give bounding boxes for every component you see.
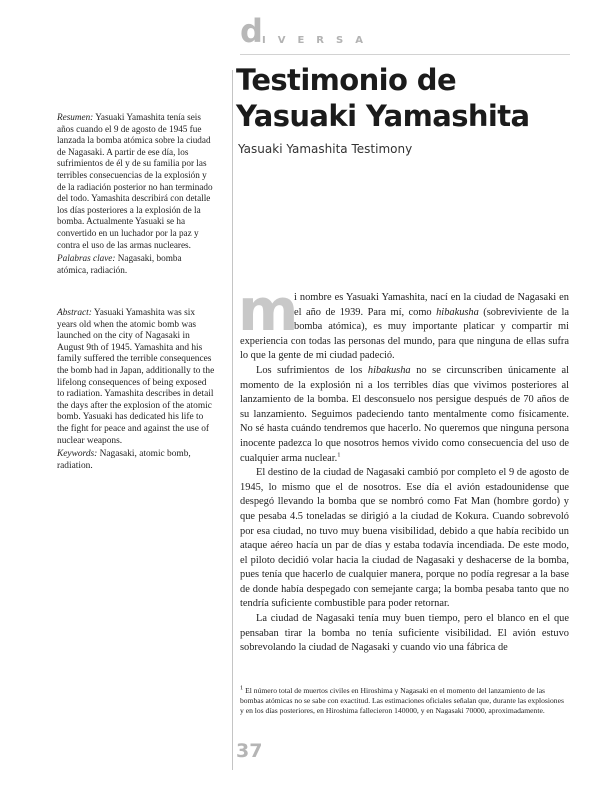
resumen-text: Yasuaki Yamashita tenía seis años cuando el 9 de agosto de 1945 fue lanzada la bomba atómica sobre la ciudad de Nagasaki. A partir de ese día, los sufrimientos de él y de su familia por las terribles consecuencias de la explosión y de la radiación posterior no han terminado del todo. Yamashita describirá con detalle los días posteriores a la explosión de la bomba. Actualmente Yasuaki se ha convertido en un luchador por la paz y contra el uso de las armas nucleares. [57,112,213,250]
page-number: 37 [236,740,263,762]
p1-text-a: i nombre es Yasuaki Yamashita, nací en la ciudad de Nagasaki en el año de 1939. Para mí, como [294,292,569,318]
keywords-text: Nagasaki, atomic bomb, radiation. [57,449,191,471]
keywords-label: Keywords: [57,449,98,460]
title-line-2: Yasuaki Yamashita [236,99,530,133]
p2-text-b: no se circunscriben únicamente al momento de la explosión ni a los terribles días que vivimos posteriores al lanzamiento de la bomba. El desconsuelo nos persigue después de 70 años de su lanzamiento. Seguimos padeciendo tanto mentalmente como físicamente. No sé hasta cuándo tendremos que hacerlo. No queremos que ninguna persona inocente padezca lo que nosotros hemos vivido como consecuencia del uso de cualquier arma nuclear. [240,364,569,464]
footnote-text: El número total de muertos civiles en Hiroshima y Nagasaki en el momento del lanzamiento de las bombas atómicas no se sabe con exactitud. Las estimaciones oficiales señalan que, durante las explosiones y en los días posteriores, en Hiroshima fallecieron 140000, y en Nagasaki 70000, aproximadamente. [240,686,564,715]
section-header [240,12,570,52]
footnote-paragraph [240,686,569,716]
drop-cap: m [238,276,299,344]
palabras-label: Palabras clave: [57,253,116,264]
article-subtitle: Yasuaki Yamashita Testimony [238,142,413,156]
title-line-1: Testimonio de [236,63,457,97]
column-rule [232,70,233,770]
body-paragraph-1 [238,276,569,364]
p2-emphasis: hibakusha [367,364,411,376]
body-paragraph-2 [240,364,569,466]
abstract-english [57,308,215,472]
article-body [238,276,569,656]
section-initial: d [240,12,263,50]
footnote-marker: 1 [240,684,244,692]
abstract-paragraph [57,308,215,447]
keywords [57,449,215,472]
body-paragraph-3: El destino de la ciudad de Nagasaki cambió por completo el 9 de agosto de 1945, lo mismo que el de nosotros. Ese día el avión estadounidense que despegó llevando la bomba que se nombró como Fat Man (hombre gordo) y que pesaba 4.5 toneladas se dirigió a la ciudad de Kokura. Cuando sobrevoló por esa ciudad, no tuvo muy buena visibilidad, debido a que había recibido un ataque aéreo hacía un par de días y estaba todavía incendiada. De este modo, el piloto decidió volar hacia la ciudad de Nagasaki y deshacerse de la bomba, pues tenía que hacerlo de cualquier manera, porque no podía regresar a la base de donde había despegado con semejante carga; la bomba pesaba tanto que no tendría suficiente combustible para poder retornar. [240,467,569,610]
resumen-label: Resumen: [57,112,94,122]
p1-emphasis: hibakusha [436,306,479,318]
abstract-label: Abstract: [57,308,92,318]
p2-text-a: Los sufrimientos de los [256,364,368,376]
resumen-paragraph [57,112,215,251]
palabras-clave [57,253,215,276]
body-paragraph-4: La ciudad de Nagasaki tenía muy buen tiempo, pero el blanco en el que pensaban tirar la bomba no tenía suficiente visibilidad. El avión estuvo sobrevolando la ciudad de Nagasaki y cuando vio una fábrica de [240,613,569,654]
abstract-spanish [57,112,215,276]
section-divider [240,54,570,55]
section-label: IVERSA [262,35,375,46]
palabras-text: Nagasaki, bomba atómica, radiación. [57,253,182,275]
abstract-text: Yasuaki Yamashita was six years old when the atomic bomb was launched on the city of Nagasaki in August 9th of 1945. Yamashita and his family suffered the terrible consequences the bomb had in Japan, additionally to the lifelong consequences of being exposed to radiation. Yamashita describes in detail the days after the explosion of the atomic bomb. Yasuaki has dedicated his life to the fight for peace and against the use of nuclear weapons. [57,308,215,446]
article-title [236,62,566,134]
footnote-ref[interactable]: 1 [337,451,341,459]
footnote [240,686,569,716]
p1-text-b: (sobreviviente de la bomba atómica), es muy importante platicar y compartir mi experiencia con todas las personas del mundo, para que ninguna de ellas sufra lo que la gente de mi ciudad padeció. [240,306,569,362]
